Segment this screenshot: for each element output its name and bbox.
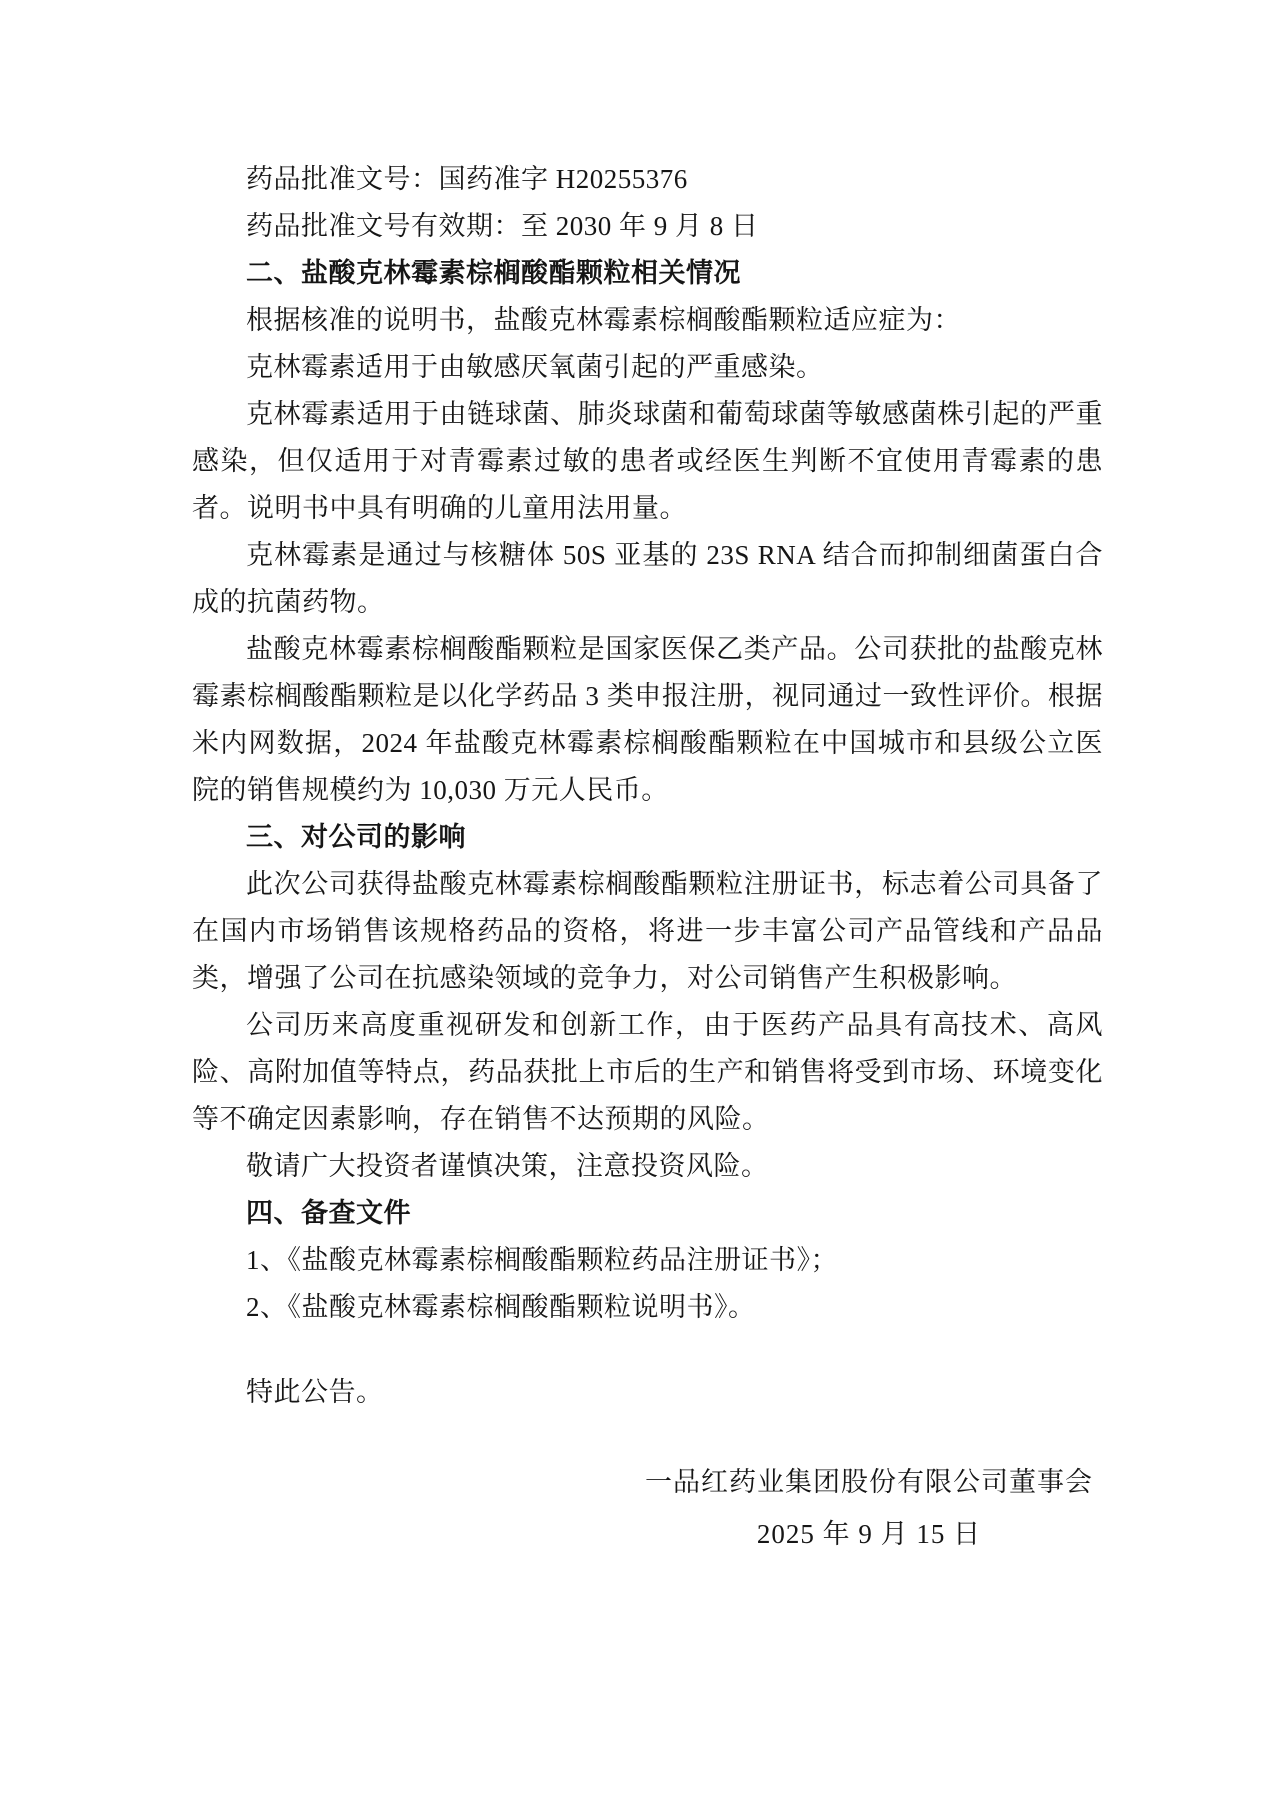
blank-line (192, 1416, 1103, 1454)
drug-approval-number-line: 药品批准文号：国药准字 H20255376 (246, 164, 688, 194)
section-2-heading: 二、盐酸克林霉素棕榈酸酯颗粒相关情况 (246, 258, 741, 288)
document-content (192, 156, 1103, 1560)
paragraph-market-info: 盐酸克林霉素棕榈酸酯颗粒是国家医保乙类产品。公司获批的盐酸克林霉素棕榈酸酯颗粒是以化学药品 3 类申报注册，视同通过一致性评价。根据米内网数据，2024 年盐酸克林霉素棕榈酸酯颗粒在中国城市和县级公立医院的销售规模约为 10,030 万元人民币。 (192, 634, 1103, 805)
closing-note: 特此公告。 (246, 1377, 384, 1407)
section-4-heading: 四、备查文件 (246, 1198, 411, 1228)
signature-line: 一品红药业集团股份有限公司董事会 (645, 1467, 1093, 1497)
blank-line (192, 1331, 1103, 1369)
reference-document-item-1: 1、《盐酸克林霉素棕榈酸酯颗粒药品注册证书》； (246, 1245, 838, 1275)
paragraph-indication-anaerobic: 克林霉素适用于由敏感厌氧菌引起的严重感染。 (246, 352, 824, 382)
paragraph-indication-strains: 克林霉素适用于由链球菌、肺炎球菌和葡萄球菌等敏感菌株引起的严重感染，但仅适用于对青霉素过敏的患者或经医生判断不宜使用青霉素的患者。说明书中具有明确的儿童用法用量。 (192, 399, 1103, 523)
reference-document-item-2: 2、《盐酸克林霉素棕榈酸酯颗粒说明书》。 (246, 1292, 756, 1322)
paragraph-indications-intro: 根据核准的说明书，盐酸克林霉素棕榈酸酯颗粒适应症为： (246, 305, 961, 335)
drug-approval-validity-line: 药品批准文号有效期：至 2030 年 9 月 8 日 (246, 211, 759, 241)
signature-block (192, 1456, 1103, 1560)
paragraph-impact-risk: 公司历来高度重视研发和创新工作，由于医药产品具有高技术、高风险、高附加值等特点，药品获批上市后的生产和销售将受到市场、环境变化等不确定因素影响，存在销售不达预期的风险。 (192, 1010, 1103, 1134)
paragraph-mechanism: 克林霉素是通过与核糖体 50S 亚基的 23S RNA 结合而抑制细菌蛋白合成的抗菌药物。 (192, 540, 1103, 617)
section-3-heading: 三、对公司的影响 (246, 822, 466, 852)
paragraph-impact-registration: 此次公司获得盐酸克林霉素棕榈酸酯颗粒注册证书，标志着公司具备了在国内市场销售该规格药品的资格，将进一步丰富公司产品管线和产品品类，增强了公司在抗感染领域的竞争力，对公司销售产生积极影响。 (192, 869, 1103, 993)
signature-inner (645, 1456, 1093, 1560)
date-line: 2025 年 9 月 15 日 (756, 1519, 982, 1549)
paragraph-investor-caution: 敬请广大投资者谨慎决策，注意投资风险。 (246, 1151, 769, 1181)
